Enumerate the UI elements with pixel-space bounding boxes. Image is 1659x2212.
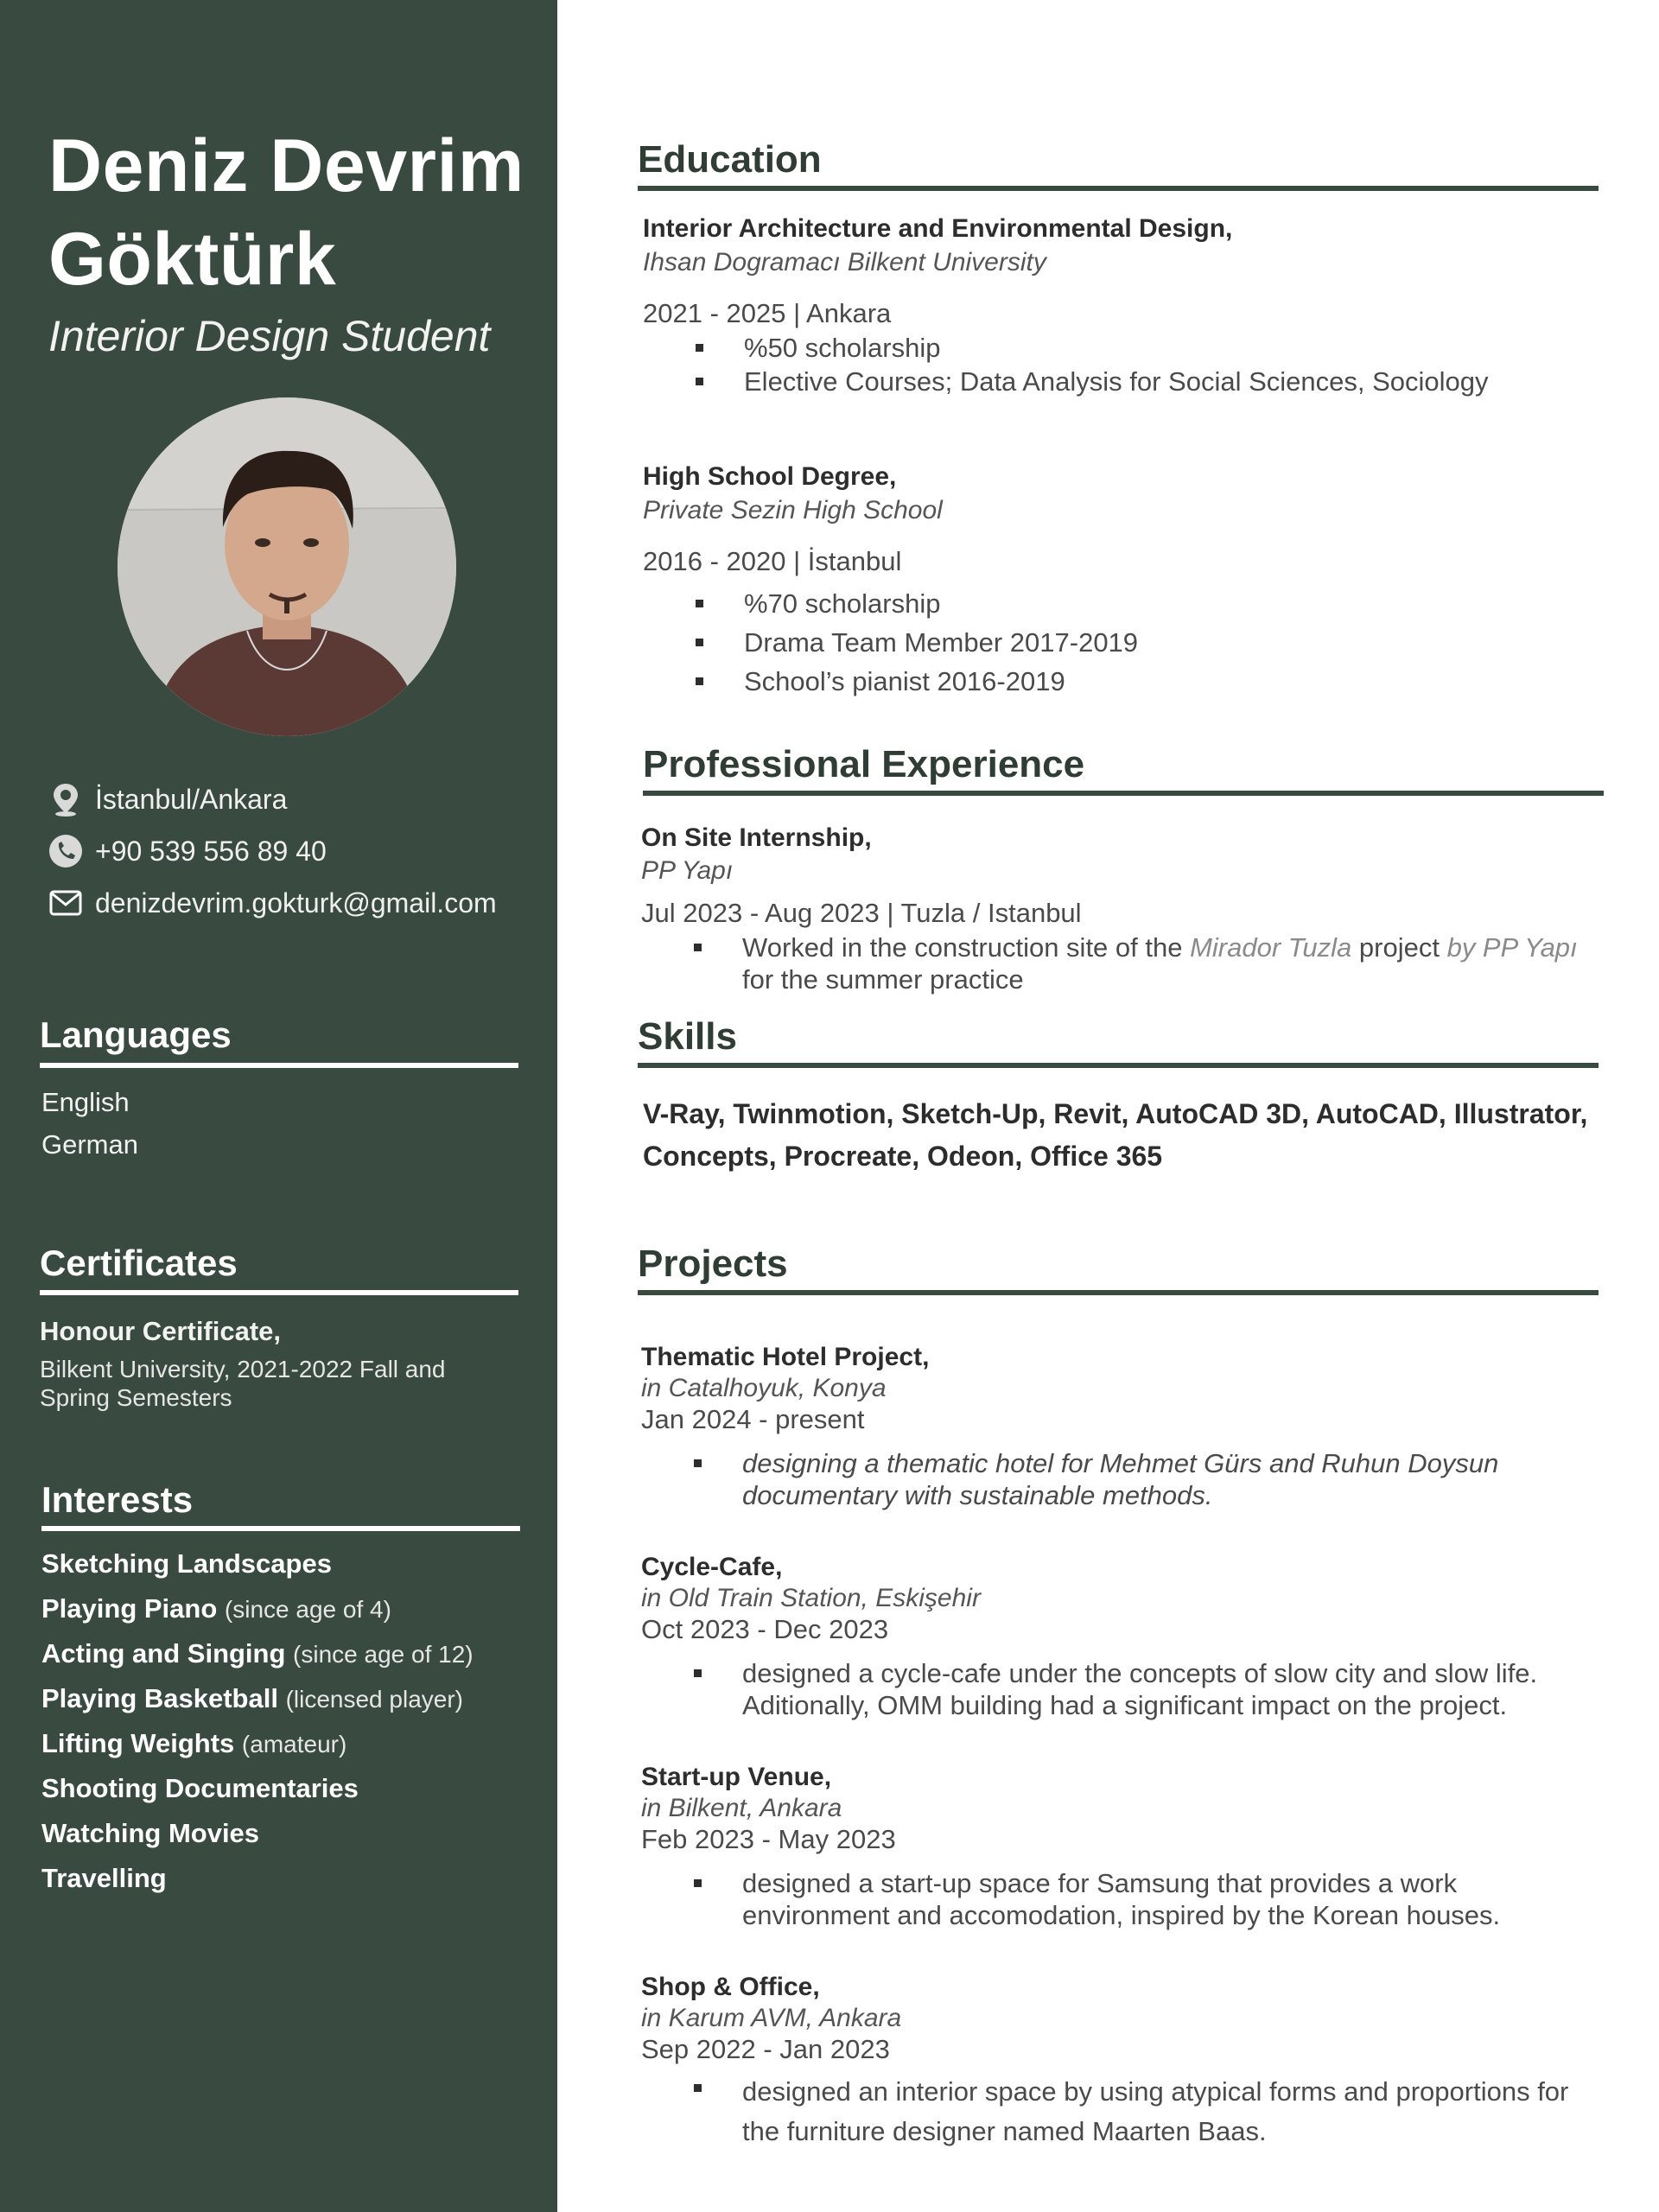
education-title: High School Degree, [643, 462, 897, 491]
experience-title: On Site Internship, [641, 823, 872, 852]
company-credit: by PP Yapı [1446, 932, 1578, 963]
interest-item [41, 1773, 359, 1804]
interest-label: Watching Movies [41, 1818, 260, 1848]
education-institution: Private Sezin High School [643, 496, 943, 524]
education-bullet: Drama Team Member 2017-2019 [744, 627, 1139, 658]
interest-item [41, 1638, 474, 1669]
profile-photo [118, 397, 456, 736]
interest-item [41, 1728, 346, 1759]
project-location: in Catalhoyuk, Konya [641, 1374, 887, 1402]
name-second-line: Göktürk [48, 218, 337, 301]
role-title: Interior Design Student [48, 312, 491, 360]
bullet-line: Aditionally, OMM building had a significant impact on the project. [742, 1690, 1508, 1720]
project-bullet [742, 1867, 1500, 1931]
bullet-line: designed an interior space by using atypical forms and proportions for [742, 2076, 1569, 2107]
bullet-text: Worked in the construction site of the [742, 932, 1191, 963]
skills-heading: Skills [638, 1015, 737, 1058]
interest-label: Playing Basketball [41, 1683, 278, 1713]
name-first-line: Deniz Devrim [48, 124, 524, 207]
education-bullet: Elective Courses; Data Analysis for Social Sciences, Sociology [744, 366, 1489, 397]
project-location: in Karum AVM, Ankara [641, 2004, 902, 2032]
education-institution: Ihsan Dogramacı Bilkent University [643, 248, 1046, 276]
education-title: Interior Architecture and Environmental Design, [643, 214, 1233, 243]
contact-location [48, 778, 287, 821]
projects-divider [638, 1290, 1599, 1295]
skills-list [643, 1093, 1587, 1178]
interest-item [41, 1683, 463, 1714]
interest-item [41, 1548, 332, 1580]
languages-divider [40, 1063, 518, 1068]
experience-date: Jul 2023 - Aug 2023 | Tuzla / Istanbul [641, 898, 1082, 928]
experience-company: PP Yapı [641, 856, 734, 885]
experience-divider [643, 791, 1604, 796]
bullet-text: project [1351, 932, 1447, 963]
contact-phone [48, 830, 327, 873]
bullet-line: the furniture designer named Maarten Baas. [742, 2116, 1267, 2146]
education-date: 2016 - 2020 | İstanbul [643, 546, 902, 576]
certificates-divider [40, 1290, 518, 1295]
interest-label: Sketching Landscapes [41, 1548, 332, 1579]
education-bullet: %50 scholarship [744, 333, 941, 363]
certificate-title: Honour Certificate, [40, 1316, 282, 1346]
project-date: Jan 2024 - present [641, 1404, 865, 1434]
project-title: Cycle-Cafe, [641, 1553, 783, 1581]
certificate-detail-line: Bilkent University, 2021-2022 Fall and [40, 1356, 446, 1382]
interest-note: (amateur) [241, 1731, 347, 1758]
project-date: Oct 2023 - Dec 2023 [641, 1614, 889, 1644]
project-date: Sep 2022 - Jan 2023 [641, 2034, 890, 2064]
project-bullet [742, 1657, 1537, 1721]
interest-note: (since age of 12) [293, 1641, 474, 1668]
languages-heading: Languages [40, 1014, 232, 1055]
portrait-illustration [118, 397, 456, 736]
interests-heading: Interests [41, 1479, 194, 1520]
language-item: English [41, 1087, 130, 1117]
certificate-detail [40, 1355, 524, 1412]
contact-email [48, 881, 497, 925]
certificates-heading: Certificates [40, 1243, 238, 1283]
interest-item [41, 1593, 391, 1624]
skills-divider [638, 1063, 1599, 1068]
skills-line: V-Ray, Twinmotion, Sketch-Up, Revit, AutoCAD 3D, AutoCAD, Illustrator, [643, 1098, 1588, 1129]
project-date: Feb 2023 - May 2023 [641, 1824, 896, 1854]
project-name: Mirador Tuzla [1190, 932, 1352, 963]
email-text: denizdevrim.gokturk@gmail.com [95, 887, 497, 918]
interest-label: Playing Piano [41, 1593, 218, 1624]
experience-bullet [742, 931, 1598, 995]
project-bullet [742, 2072, 1568, 2152]
name-heading [48, 119, 524, 306]
interest-label: Acting and Singing [41, 1638, 286, 1669]
bullet-text: for the summer practice [742, 964, 1024, 995]
skills-line: Concepts, Procreate, Odeon, Office 365 [643, 1141, 1163, 1172]
projects-heading: Projects [638, 1243, 788, 1285]
education-bullet: School’s pianist 2016-2019 [744, 666, 1065, 696]
phone-text: +90 539 556 89 40 [95, 835, 327, 867]
interests-divider [41, 1526, 520, 1531]
bullet-line: designed a cycle-cafe under the concepts of slow city and slow life. [742, 1658, 1538, 1688]
education-heading: Education [638, 138, 822, 181]
project-bullet [742, 1447, 1498, 1511]
bullet-line: environment and accomodation, inspired by the Korean houses. [742, 1900, 1501, 1930]
project-title: Start-up Venue, [641, 1763, 832, 1791]
project-title: Shop & Office, [641, 1973, 820, 2001]
education-date: 2021 - 2025 | Ankara [643, 298, 892, 328]
bullet-line: documentary with sustainable methods. [742, 1480, 1213, 1510]
interest-label: Lifting Weights [41, 1728, 235, 1758]
interest-label: Travelling [41, 1863, 167, 1893]
interest-note: (licensed player) [285, 1686, 463, 1713]
bullet-line: designed a start-up space for Samsung that provides a work [742, 1868, 1458, 1898]
location-text: İstanbul/Ankara [95, 783, 288, 815]
project-location: in Bilkent, Ankara [641, 1794, 842, 1822]
interest-label: Shooting Documentaries [41, 1773, 359, 1803]
email-icon [48, 886, 83, 920]
sidebar [0, 0, 557, 2212]
project-location: in Old Train Station, Eskişehir [641, 1584, 981, 1612]
education-divider [638, 186, 1599, 191]
interest-item [41, 1818, 259, 1849]
certificate-detail-line: Spring Semesters [40, 1384, 232, 1411]
education-bullet: %70 scholarship [744, 588, 941, 619]
interest-note: (since age of 4) [224, 1596, 391, 1623]
language-item: German [41, 1129, 138, 1160]
location-pin-icon [48, 782, 83, 817]
experience-heading: Professional Experience [643, 743, 1085, 785]
bullet-line: designing a thematic hotel for Mehmet Gürs and Ruhun Doysun [742, 1448, 1499, 1478]
phone-icon [48, 834, 83, 868]
project-title: Thematic Hotel Project, [641, 1343, 930, 1371]
interest-item [41, 1863, 167, 1894]
